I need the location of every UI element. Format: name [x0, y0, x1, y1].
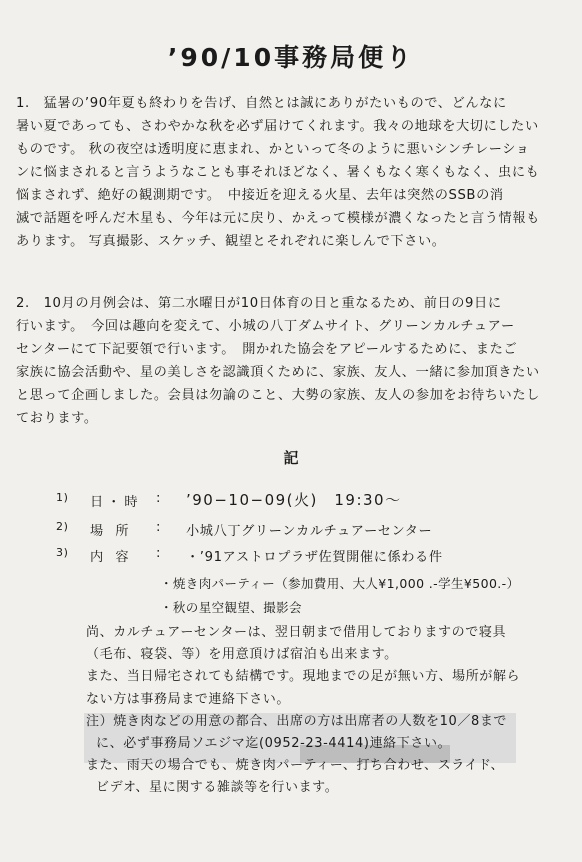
paragraph-line: 家族に協会活動や、星の美しさを認識頂くために、家族、友人、一緒に参加頂きたい [16, 365, 540, 380]
notes-block [86, 622, 572, 800]
paragraph-line: ております。 [16, 411, 98, 426]
note-line: また、雨天の場合でも、焼き肉パーティー、打ち合わせ、スライド、 [86, 758, 505, 774]
paragraph-line: 暑い夏であっても、さわやかな秋を必ず届けてくれます。我々の地球を大切にしたい [16, 119, 539, 134]
item-label: 日・時 [90, 495, 142, 510]
note-line: また、当日帰宅されても結構です。現地までの足が無い方、場所が解ら [86, 669, 521, 685]
item-number: 2) [56, 520, 69, 533]
notice-heading: 記 [283, 449, 299, 467]
note-line: 尚、カルチュアーセンターは、翌日朝まで借用しておりますので寝具 [86, 625, 507, 640]
subitem-stargazing: ・秋の星空観望、撮影会 [160, 600, 302, 615]
paragraph-line: 行います。 今回は趣向を変えて、小城の八丁ダムサイト、グリーンカルチュアー [16, 319, 515, 334]
item-label: 内 容 [90, 550, 133, 565]
item-label: 場 所 [90, 524, 133, 539]
note-line: に、必ず事務局ソエジマ迄(0952-23-4414)連絡下さい。 [96, 736, 452, 752]
paragraph-line: ものです。 秋の夜空は透明度に恵まれ、かといって冬のように悪いシンチレーショ [16, 142, 530, 157]
paragraph-line: センターにて下記要領で行います。 開かれた協会をアピールするために、またご [16, 342, 518, 357]
note-line: 注）焼き肉などの用意の都合、出席の方は出席者の人数を10／8まで [86, 713, 508, 729]
paragraph-line: と思って企画しました。会員は勿論のこと、大勢の家族、友人の参加をお待ちいたし [16, 388, 540, 403]
paragraph-line: 2. 10月の月例会は、第二水曜日が10日体育の日と重なるため、前日の9日に [16, 296, 502, 311]
paragraph-line: 1. 猛暑の’90年夏も終わりを告げ、自然とは誠にありがたいもので、どんなに [16, 96, 507, 111]
item-colon: : [156, 491, 162, 506]
paragraph-line: あります。 写真撮影、スケッチ、観望とそれぞれに楽しんで下さい。 [16, 234, 446, 249]
note-line: ビデオ、星に関する雑談等を行います。 [96, 780, 339, 796]
item-value: ’90−10−09(火) 19:30〜 [186, 491, 402, 509]
item-colon: : [156, 520, 162, 535]
item-number: 3) [56, 546, 69, 559]
subitem-bbq: ・焼き肉パーティー（参加費用、大人¥1,000 .-学生¥500.-） [160, 576, 520, 591]
item-value: 小城八丁グリーンカルチュアーセンター [186, 524, 433, 539]
note-line: （毛布、寝袋、等）を用意頂けば宿泊も出来ます。 [86, 647, 398, 663]
paragraph-line: 悩まされず、絶好の観測期です。 中接近を迎える火星、去年は突然のSSBの消 [16, 188, 504, 203]
item-colon: : [156, 546, 162, 561]
paragraph-line: 滅で話題を呼んだ木星も、今年は元に戻り、かえって模様が濃くなったと言う情報も [16, 211, 540, 226]
paragraph-2 [16, 292, 572, 430]
paragraph-line: ンに悩まされると言うようなことも事それほどなく、暑くもなく寒くもなく、虫にも [16, 165, 540, 180]
page-title: ’90/10事務局便り [167, 43, 415, 72]
item-value: ・’91アストロプラザ佐賀開催に係わる件 [186, 550, 443, 565]
note-line: ない方は事務局まで連絡下さい。 [86, 691, 291, 707]
paragraph-1 [16, 92, 572, 253]
item-number: 1) [56, 491, 69, 504]
